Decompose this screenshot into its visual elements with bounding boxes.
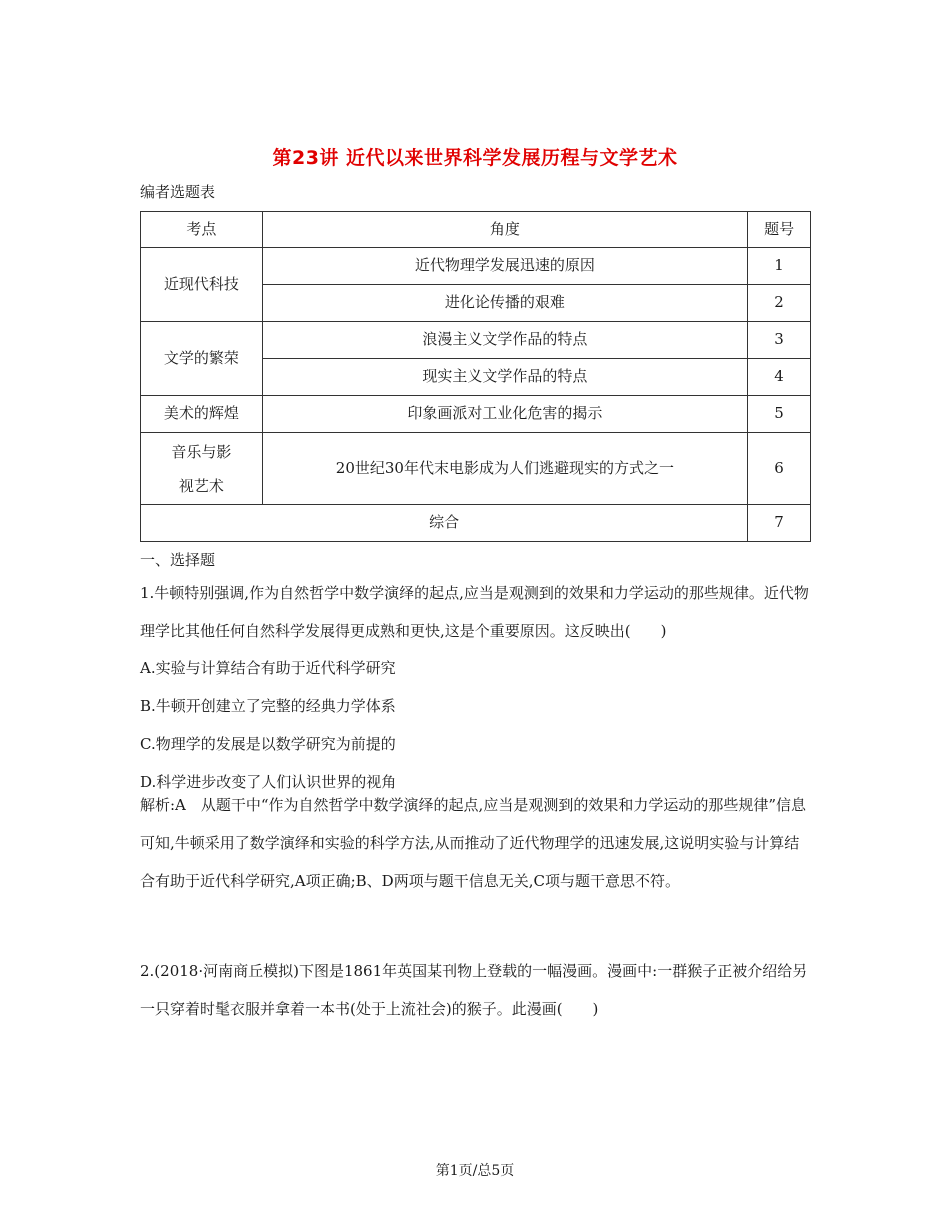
table-row (141, 433, 811, 505)
angle-cell: 近代物理学发展迅速的原因 (262, 248, 747, 285)
table-row (141, 248, 811, 285)
header-cell-angle: 角度 (262, 212, 747, 248)
summary-label-cell: 综合 (141, 505, 748, 542)
angle-cell: 现实主义文学作品的特点 (262, 359, 747, 396)
angle-cell: 印象画派对工业化危害的揭示 (262, 396, 747, 433)
question-text: 1.牛顿特别强调,作为自然哲学中数学演绎的起点,应当是观测到的效果和力学运动的那些规律。近代物理学比其他任何自然科学发展得更成熟和更快,这是个重要原因。这反映出( ) (140, 584, 809, 640)
topic-cell-line: 视艺术 (178, 476, 224, 495)
angle-cell: 浪漫主义文学作品的特点 (262, 322, 747, 359)
topic-cell: 美术的辉煌 (141, 396, 263, 433)
header-cell-number: 题号 (748, 212, 811, 248)
section-heading: 一、选择题 (140, 551, 216, 569)
angle-cell: 进化论传播的艰难 (262, 285, 747, 322)
topic-cell (141, 433, 263, 505)
question-1-analysis (140, 786, 812, 900)
page-title: 第23讲 近代以来世界科学发展历程与文学艺术 (272, 147, 678, 169)
page-footer: 第1页/总5页 (435, 1163, 515, 1179)
topic-table (140, 211, 811, 542)
analysis-text: 解析:A 从题干中“作为自然哲学中数学演绎的起点,应当是观测到的效果和力学运动的那些规律”信息可知,牛顿采用了数学演绎和实验的科学方法,从而推动了近代物理学的迅速发展,这说明实验与计算结合有助于近代科学研究,A项正确;B、D两项与题干信息无关,C项与题干意思不符。 (140, 796, 806, 890)
question-2-stem (140, 952, 812, 1028)
topic-cell: 近现代科技 (141, 248, 263, 322)
table-row (141, 322, 811, 359)
table-row (141, 396, 811, 433)
topic-cell: 文学的繁荣 (141, 322, 263, 396)
option-a: A.实验与计算结合有助于近代科学研究 (140, 659, 396, 677)
number-cell: 5 (748, 396, 811, 433)
question-1-options (140, 649, 812, 801)
table-summary-row (141, 505, 811, 542)
table-header-row (141, 212, 811, 248)
number-cell: 1 (748, 248, 811, 285)
option-d: D.科学进步改变了人们认识世界的视角 (140, 773, 397, 791)
number-cell: 6 (748, 433, 811, 505)
topic-cell-line: 音乐与影 (171, 442, 232, 461)
option-b: B.牛顿开创建立了完整的经典力学体系 (140, 697, 396, 715)
number-cell: 3 (748, 322, 811, 359)
question-1-stem (140, 574, 812, 650)
header-cell-topic: 考点 (141, 212, 263, 248)
number-cell: 7 (748, 505, 811, 542)
number-cell: 4 (748, 359, 811, 396)
question-text: 2.(2018·河南商丘模拟)下图是1861年英国某刊物上登载的一幅漫画。漫画中:一群猴子正被介绍给另一只穿着时髦衣服并拿着一本书(处于上流社会)的猴子。此漫画( ) (140, 962, 808, 1018)
number-cell: 2 (748, 285, 811, 322)
table-caption: 编者选题表 (140, 183, 216, 201)
option-c: C.物理学的发展是以数学研究为前提的 (140, 735, 396, 753)
angle-cell: 20世纪30年代末电影成为人们逃避现实的方式之一 (262, 433, 747, 505)
